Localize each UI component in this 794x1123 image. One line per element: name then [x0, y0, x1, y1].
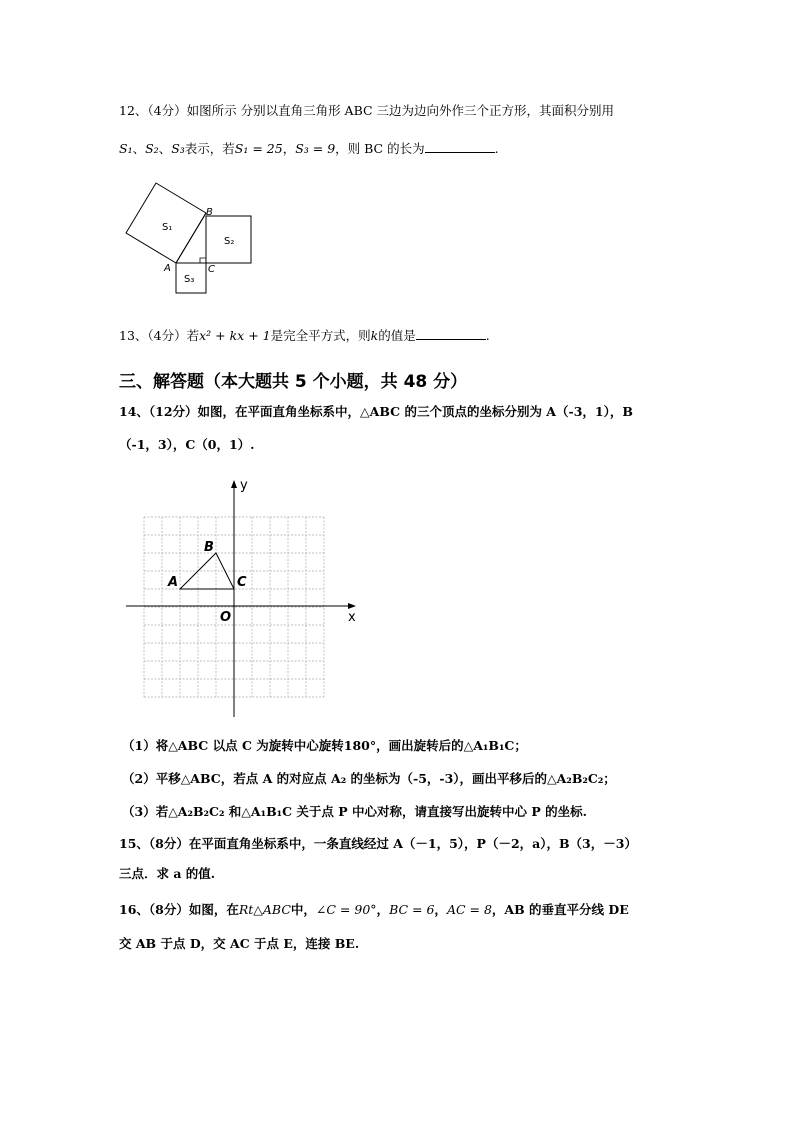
- q16-tri: Rt△ABC: [238, 902, 291, 917]
- q13-k: k: [370, 328, 379, 343]
- label-a: A: [164, 263, 171, 274]
- q15-line2: 三点．求 a 的值.: [119, 866, 216, 881]
- q12-answer-blank[interactable]: [425, 140, 495, 153]
- q16-ac: AC = 8: [446, 902, 492, 917]
- q12-line1: [119, 103, 614, 119]
- axis-x-label: x: [348, 610, 356, 625]
- q12-s3: S₃: [171, 141, 185, 156]
- q12-line2: S₁、S₂、S₃表示，若S₁ = 25，S₃ = 9，则 BC 的长为 .: [119, 141, 499, 156]
- side-ab: [176, 213, 206, 263]
- q15-line1: 15、（8分）在平面直角坐标系中，一条直线经过 A（－1，5），P（－2，a），B（3，－3）: [119, 836, 637, 851]
- section3-title: 三、解答题（本大题共 5 个小题，共 48 分）: [119, 372, 468, 392]
- q16-angle: ∠C = 90°: [315, 902, 377, 917]
- q12-tail: ，则 BC 的长为: [335, 141, 425, 156]
- right-angle-mark: [200, 258, 206, 263]
- q12-mid: 表示，若: [184, 141, 235, 156]
- q16-line2: 交 AB 于点 D，交 AC 于点 E，连接 BE.: [119, 936, 360, 951]
- q12-eq2: S₃ = 9: [295, 141, 336, 156]
- label-c: C: [208, 264, 215, 275]
- point-c-label: C: [237, 575, 247, 590]
- q14-line2: （-1，3），C（0，1）.: [119, 437, 255, 452]
- q13-answer-blank[interactable]: [416, 327, 486, 340]
- point-b-label: B: [204, 540, 214, 555]
- axis-y-label: y: [240, 478, 248, 493]
- q12-eq1: S₁ = 25: [234, 141, 283, 156]
- point-a-label: A: [168, 575, 179, 590]
- q12-s2: S₂: [145, 141, 159, 156]
- q14-coordinate-grid: [120, 474, 370, 722]
- q12-text: 12、（4分）如图所示 分别以直角三角形 ABC 三边为边向外作三个正方形，其面积分别用: [119, 103, 615, 118]
- label-s1: S₁: [162, 222, 173, 233]
- q14-sub2: （2）平移△ABC，若点 A 的对应点 A₂ 的坐标为（-5，-3），画出平移后的△A₂B₂C₂；: [122, 771, 616, 786]
- label-b: B: [206, 207, 213, 218]
- q14-line1: 14、（12分）如图，在平面直角坐标系中，△ABC 的三个顶点的坐标分别为 A（-3，1），B: [119, 404, 633, 419]
- x-axis-arrow: [348, 603, 356, 609]
- origin-label: O: [220, 610, 232, 625]
- q13-expr: x² + kx + 1: [199, 328, 271, 343]
- label-s2: S₂: [224, 236, 235, 247]
- q14-sub3: （3）若△A₂B₂C₂ 和△A₁B₁C 关于点 P 中心对称，请直接写出旋转中心 P 的坐标.: [122, 804, 587, 819]
- q16-bc: BC = 6: [389, 902, 435, 917]
- label-s3: S₃: [184, 274, 195, 285]
- y-axis-arrow: [231, 480, 237, 488]
- q16-line1: 16、（8分）如图，在Rt△ABC中，∠C = 90°，BC = 6，AC = 8，AB 的垂直平分线 DE: [119, 902, 629, 917]
- q12-squares-figure: [120, 178, 260, 300]
- q12-s1: S₁: [119, 141, 133, 156]
- q13-line: 13、（4分）若x² + kx + 1是完全平方式，则k的值是 .: [119, 328, 490, 343]
- q14-sub1: （1）将△ABC 以点 C 为旋转中心旋转180°，画出旋转后的△A₁B₁C；: [122, 738, 527, 753]
